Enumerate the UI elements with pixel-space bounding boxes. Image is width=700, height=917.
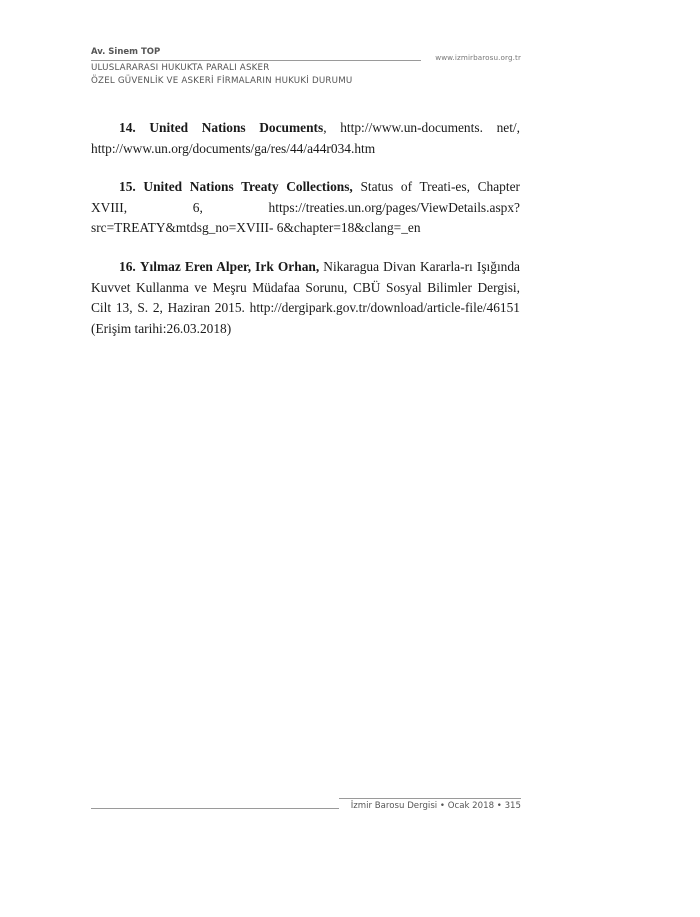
reference-number: 16. [119, 258, 136, 274]
author-name: Av. Sinem TOP [91, 47, 161, 57]
reference-number: 14. [119, 120, 136, 135]
page-header [91, 47, 521, 86]
reference-text: aspx?src=TREATY&mtdsg_no=XVIII- 6&chapter=18&clang=_en [91, 199, 520, 236]
reference-item-14 [91, 118, 520, 159]
reference-source: United Nations Treaty Collections, [143, 179, 353, 195]
reference-item-15 [91, 177, 520, 239]
running-title-line-2: ÖZEL GÜVENLİK VE ASKERİ FİRMALARIN HUKUKİ DURUMU [91, 76, 353, 86]
website-url: www.izmirbarosu.org.tr [435, 53, 521, 62]
reference-text: download/article-file/46151 (Erişim tarihi:26.03.2018) [91, 300, 520, 336]
footer-rule-top [339, 798, 521, 799]
reference-text: , http://www.un-documents. [323, 120, 483, 135]
page-footer [91, 798, 521, 818]
reference-text: es, Chapter XVIII, 6, https://treaties.un.org/pages/ViewDetails. [91, 179, 520, 215]
reference-source: Yılmaz Eren Alper, Irk Orhan, [139, 258, 320, 274]
reference-number: 15. [119, 179, 136, 195]
reference-source: United Nations Documents [149, 120, 324, 135]
footer-rule [91, 808, 339, 809]
reference-text: Nikaragua Divan Kararla- [319, 258, 465, 274]
footer-journal-info: İzmir Barosu Dergisi • Ocak 2018 • 315 [350, 801, 521, 811]
reference-text: Status of Treati- [352, 179, 456, 195]
reference-text: net/, http://www.un.org/documents/ga/res/44/a44r034.htm [91, 120, 520, 156]
running-title-line-1: ULUSLARARASI HUKUKTA PARALI ASKER [91, 63, 270, 73]
reference-list [91, 118, 520, 357]
reference-text: rı Işığında Kuvvet Kullanma ve Meşru Müdafaa Sorunu, CBÜ Sosyal [91, 258, 520, 295]
reference-item-16 [91, 257, 520, 339]
reference-text: Bilimler Dergisi, Cilt 13, S. 2, Haziran 2015. http://dergipark.gov.tr/ [91, 279, 520, 316]
header-rule [91, 60, 421, 61]
